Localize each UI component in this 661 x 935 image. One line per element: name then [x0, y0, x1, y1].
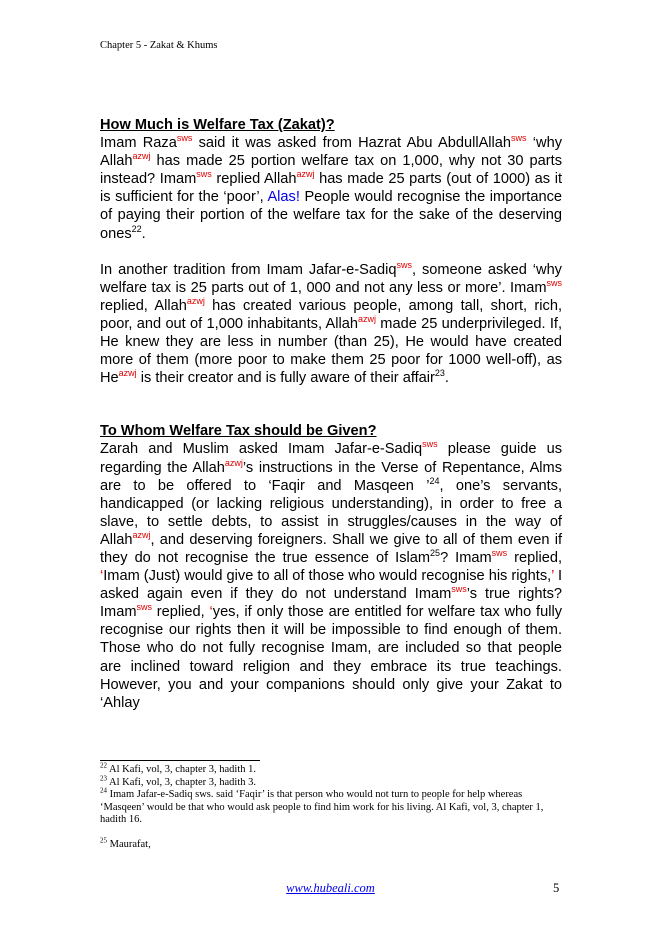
footnote-ref-25[interactable]: 25 [430, 548, 441, 559]
paragraph-zarah-muslim: Zarah and Muslim asked Imam Jafar-e-Sadiq$^{sws}$ please guide us regarding the Allah$^{azwj}$’s instructions in the Verse of Repentance, Alms are to be offered to ‘Faqir and Masqeen ’$^{24}$, one’s servants, handicapped (or lacking religious understanding), in order to free a slave, to settle debts, to assist in struggles/causes in the way of Allah$^{azwj}$, and deserving foreigners. Shall we give to all of them even if they do not recognise the true essence of Islam$^{25}$? Imam$^{sws}$ replied, ‘Imam (Just) would give to all of those who would recognise his rights,’ I asked again even if they do not understand Imam$^{sws}$’s true rights? Imam$^{sws}$ replied, ‘yes, if only those are entitled for welfare tax who fully recognise our rights then it will be impossible to find enough of them. Those who do not fully recognise Imam, are included so that people are inclined toward religion and they embrace its true teachings. However, you and your companions should only give your Zakat to ‘Ahlay [100, 439, 563, 711]
quote-close: ’ [551, 568, 554, 585]
footnote-separator [100, 760, 260, 761]
azwj-mark: azwj [357, 314, 376, 325]
azwj-mark: azwj [296, 169, 315, 180]
heading-welfare-tax-amount: How Much is Welfare Tax (Zakat)? [100, 117, 335, 133]
sws-mark: sws [491, 548, 508, 559]
website-link[interactable]: www.hubeali.com [286, 881, 375, 895]
main-content [100, 116, 562, 712]
sws-mark: sws [176, 133, 193, 144]
footnote-ref-24[interactable]: 24 [429, 475, 440, 486]
sws-mark: sws [422, 439, 438, 450]
footnote-ref-23[interactable]: 23 [434, 368, 445, 379]
running-header: Chapter 5 - Zakat & Khums [100, 40, 218, 51]
footnote-24: $^{24}$ Imam Jafar-e-Sadiq sws. said ‘Faqir’ is that person who would not turn to people for help whereas ‘Masqeen’ would be that who would ask people to find him work for his living. Al Kafi, vol, 3, chapter 1, hadith 16. [100, 786, 544, 826]
footnote-23: $^{23}$ Al Kafi, vol, 3, chapter 3, hadith 3. [100, 774, 257, 788]
paragraph-jafar-tradition: In another tradition from Imam Jafar-e-Sadiq$^{sws}$, someone asked ‘why welfare tax is 25 parts out of 1, 000 and not any less or more’. Imam$^{sws}$ replied, Allah$^{azwj}$ has created various people, among tall, short, rich, poor, and out of 1,000 inhabitants, Allah$^{azwj}$ made 25 underprivileged. If, He knew they are less in number (than 25), He would have created more of them (more poor to make them 25 poor for 1000 well-off), as $He^{azwj}$ is their creator and is fully aware of their affair$^{23}$. [100, 259, 562, 387]
azwj-mark: azwj [132, 530, 151, 541]
paragraph-imam-raza: Imam Raza$^{sws}$ said it was asked from Hazrat Abu AbdullAllah$^{sws}$ ‘why Allah$^{azwj}$ has made 25 portion welfare tax on 1,000, why not 30 parts instead? Imam$^{sws}$ replied Allah$^{azwj}$ has made 25 parts (out of 1000) as it is sufficient for the ‘poor’, Alas! People would recognise the importance of paying their portion of the welfare tax for the sake of the deserving ones$^{22}$. [100, 133, 562, 242]
sws-mark: sws [451, 584, 467, 595]
sws-mark: sws [546, 277, 562, 288]
azwj-mark: azwj [132, 151, 151, 162]
azwj-mark: azwj [118, 368, 137, 379]
page-number: 5 [553, 881, 560, 895]
sws-mark: sws [511, 133, 527, 144]
footnote-ref-22[interactable]: 22 [131, 223, 142, 234]
quote-open: ‘ [100, 568, 104, 585]
footnotes [100, 761, 562, 852]
azwj-mark: azwj [224, 457, 243, 468]
heading-welfare-tax-recipients: To Whom Welfare Tax should be Given? [100, 423, 377, 440]
footnote-25: $^{25}$ Maurafat, [100, 836, 151, 850]
sws-mark: sws [196, 169, 212, 180]
alas-word: Alas! [267, 189, 300, 206]
footnote-22: $^{22}$ Al Kafi, vol, 3, chapter 3, hadith 1. [100, 761, 257, 775]
sws-mark: sws [396, 259, 412, 270]
quote-open: ‘ [209, 604, 213, 621]
sws-mark: sws [136, 602, 152, 613]
azwj-mark: azwj [186, 295, 205, 306]
